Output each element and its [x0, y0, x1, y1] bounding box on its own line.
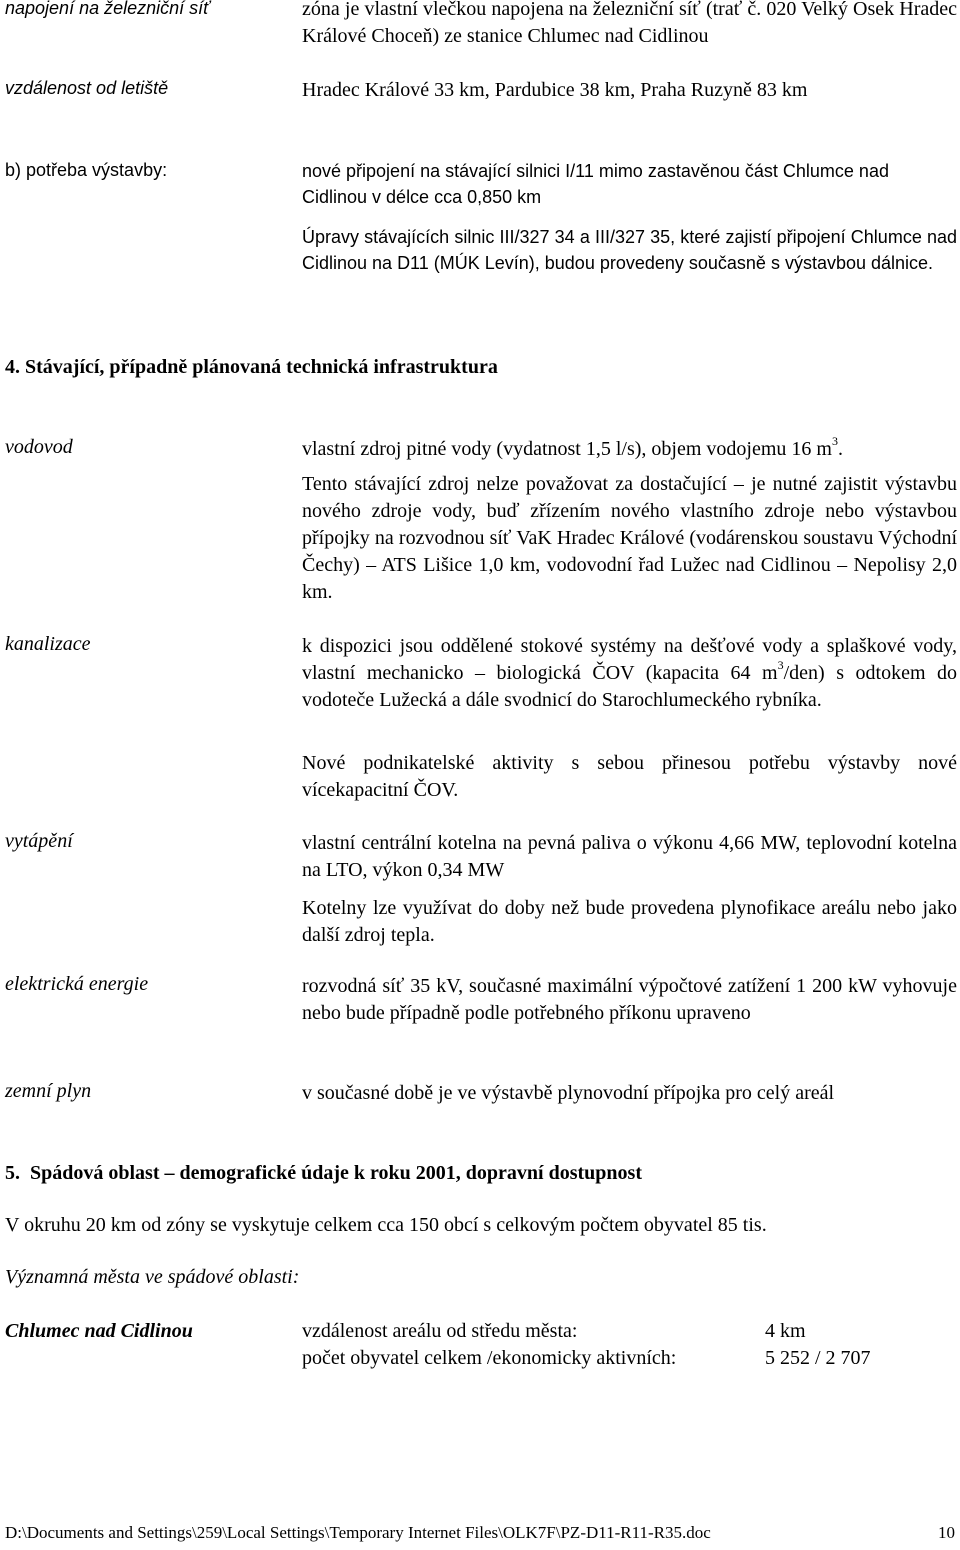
vodovod-label: vodovod [5, 436, 73, 458]
elektro-p1: rozvodná síť 35 kV, současné maximální výpočtové zatížení 1 200 kW vyhovuje nebo bude případně podle potřebného příkonu upraveno [302, 975, 957, 1024]
vytapeni-label: vytápění [5, 830, 73, 852]
kanalizace-label: kanalizace [5, 633, 91, 655]
vytapeni-p2: Kotelny lze využívat do doby než bude provedena plynofikace areálu nebo jako další zdroj tepla. [302, 897, 957, 946]
page-number: 10 [938, 1523, 955, 1542]
vytapeni-p1: vlastní centrální kotelna na pevná paliva o výkonu 4,66 MW, teplovodní kotelna na LTO, výkon 0,34 MW [302, 832, 957, 881]
mesta-label: Významná města ve spádové oblasti: [5, 1266, 300, 1288]
row1-label: vzdálenost areálu od středu města: [302, 1320, 578, 1342]
city-name: Chlumec nad Cidlinou [5, 1320, 193, 1342]
letiste-text: Hradec Králové 33 km, Pardubice 38 km, Praha Ruzyně 83 km [302, 79, 808, 101]
section5-p1: V okruhu 20 km od zóny se vyskytuje celkem cca 150 obcí s celkovým počtem obyvatel 85 tis. [5, 1214, 767, 1236]
row1-value: 4 km [765, 1320, 806, 1342]
kanalizace-p1: k dispozici jsou oddělené stokové systémy na dešťové vody a splaškové vody, vlastní mechanicko – biologická ČOV (kapacita 64 $m^3/den$) s odtokem do vodoteče Lužecká a dále svodnicí do Starochlumeckého rybníka. [302, 635, 958, 711]
vodovod-p1: vlastní zdroj pitné vody (vydatnost 1,5 l/s), objem vodojemu 16 $m^3$. [302, 434, 843, 460]
vystavba-label: b) potřeba výstavby: [5, 160, 168, 180]
napojeni-label: napojení na železniční síť [5, 0, 210, 18]
row2-value: 5 252 / 2 707 [765, 1347, 871, 1369]
plyn-label: zemní plyn [5, 1080, 92, 1102]
section5-heading: 5. Spádová oblast – demografické údaje k roku 2001, dopravní dostupnost [5, 1162, 642, 1184]
vystavba-p1: nové připojení na stávající silnici I/11 mimo zastavěnou část Chlumce nad Cidlinou v délce cca 0,850 km [302, 161, 889, 207]
vodovod-p2: Tento stávající zdroj nelze považovat za dostačující – je nutné zajistit výstavbu nového zdroje vody, buď zřízením nového vlastního zdroje nebo výstavbou přípojky na rozvodnou síť VaK Hradec Králové (vodárenskou soustavu Východní Čechy) – ATS Lišice 1,0 km, vodovodní řad Lužec nad Cidlinou – Nepolisy 2,0 km. [302, 473, 957, 603]
row2-label: počet obyvatel celkem /ekonomicky aktivních: [302, 1347, 677, 1369]
kanalizace-p2: Nové podnikatelské aktivity s sebou přinesou potřebu výstavby nové vícekapacitní ČOV. [302, 752, 957, 801]
plyn-p1: v současné době je ve výstavbě plynovodní přípojka pro celý areál [302, 1082, 835, 1104]
napojeni-text: zóna je vlastní vlečkou napojena na železniční síť (trať č. 020 Velký Osek Hradec Králové Choceň) ze stanice Chlumec nad Cidlinou [302, 0, 957, 47]
section4-heading: 4. Stávající, případně plánovaná technická infrastruktura [5, 356, 498, 378]
letiste-label: vzdálenost od letiště [5, 78, 169, 98]
footer-path: D:\Documents and Settings\259\Local Settings\Temporary Internet Files\OLK7F\PZ-D11-R11-R35.doc [5, 1523, 711, 1542]
vystavba-p2: Úpravy stávajících silnic III/327 34 a III/327 35, které zajistí připojení Chlumce nad Cidlinou na D11 (MÚK Levín), budou provedeny současně s výstavbou dálnice. [302, 227, 957, 273]
elektro-label: elektrická energie [5, 973, 149, 995]
